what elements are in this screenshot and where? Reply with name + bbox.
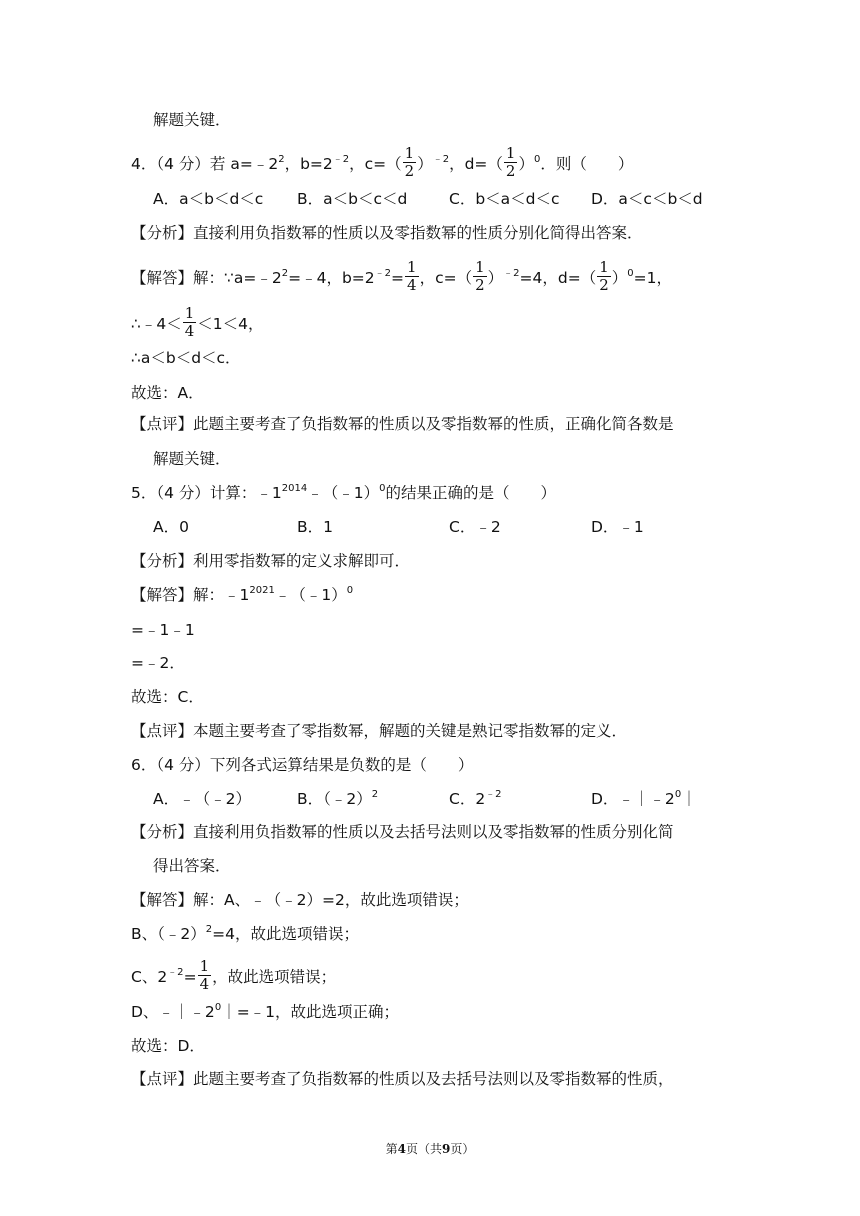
fraction: $\frac{1}{2}$ <box>404 144 415 180</box>
q4-analysis: 【分析】直接利用负指数幂的性质以及零指数幂的性质分别化简得出答案． <box>131 224 643 242</box>
q5-solution-line3: =﹣2． <box>131 654 185 672</box>
q4-solution-line3: ∴a＜b＜d＜c． <box>131 349 241 367</box>
q6-answer: 故选：D． <box>131 1037 205 1055</box>
q5-solution-line2: =﹣1﹣1 <box>131 621 195 639</box>
q6-option-a: A．﹣（﹣2） <box>153 790 251 808</box>
q5-stem: 5．（4 分）计算：$﹣1^{2014}﹣(﹣1)^0$的结果正确的是（ ） <box>131 483 556 502</box>
q6-analysis-line2: 得出答案． <box>153 857 231 875</box>
q4-answer: 故选：A． <box>131 384 204 402</box>
page-footer: 第4页（共9页） <box>385 1142 475 1156</box>
q4-option-b: B．a＜b＜c＜d <box>297 190 408 208</box>
q6-solution-d: D、$﹣|﹣2^0|=﹣1$，故此选项正确； <box>131 1002 400 1021</box>
q6-solution-c: C、$2^{﹣2}=$ $\frac{1}{4}$ ，故此选项错误； <box>131 957 337 993</box>
q6-stem: 6．（4 分）下列各式运算结果是负数的是（ ） <box>131 756 474 774</box>
q6-option-b: B．（﹣2）$^2$ <box>297 789 379 808</box>
fraction: $\frac{1}{2}$ <box>505 144 516 180</box>
q4-comment-line1: 【点评】此题主要考查了负指数幂的性质以及零指数幂的性质，正确化简各数是 <box>131 415 674 433</box>
q4-solution-line1: 【解答】解：$\because a=﹣2^2=﹣4$，$b=2^{﹣2}=$ $\frac{1}{4}$ ，c=（ $\frac{1}{2}$ ）$^{﹣2}$=4，d=（ $\frac{1}{2}$ ）$^0$=1， <box>131 258 672 294</box>
page-total: 9 <box>442 1142 451 1156</box>
q5-answer: 故选：C． <box>131 688 204 706</box>
q4-comment-line2: 解题关键． <box>153 450 231 468</box>
q5-solution-line1: 【解答】解：$﹣1^{2021}﹣(﹣1)^0$ <box>131 585 354 604</box>
fraction: $\frac{1}{2}$ <box>599 258 609 294</box>
fraction: $\frac{1}{4}$ <box>407 258 417 294</box>
q5-option-d: D．﹣1 <box>591 518 644 536</box>
fraction: $\frac{1}{4}$ <box>199 957 210 993</box>
q6-comment: 【点评】此题主要考查了负指数幂的性质以及去括号法则以及零指数幂的性质， <box>131 1070 674 1088</box>
q4-solution-line2: ∴﹣4＜ $\frac{1}{4}$ ＜1＜4， <box>131 304 264 340</box>
q5-option-a: A．0 <box>153 518 189 536</box>
fraction: $\frac{1}{4}$ <box>184 304 195 340</box>
q6-option-c: C．$2^{﹣2}$ <box>449 789 502 808</box>
q4-option-a: A．a＜b＜d＜c <box>153 190 264 208</box>
q6-analysis-line1: 【分析】直接利用负指数幂的性质以及去括号法则以及零指数幂的性质分别化简 <box>131 823 674 841</box>
q5-option-b: B．1 <box>297 518 333 536</box>
q5-option-c: C．﹣2 <box>449 518 501 536</box>
carryover-line: 解题关键． <box>153 111 231 129</box>
q5-comment: 【点评】本题主要考查了零指数幂，解题的关键是熟记零指数幂的定义． <box>131 722 628 740</box>
q6-option-d: D．$﹣|﹣2^0|$ <box>591 789 697 808</box>
page-number: 4 <box>397 1142 406 1156</box>
q4-option-c: C．b＜a＜d＜c <box>449 190 560 208</box>
q5-analysis: 【分析】利用零指数幂的定义求解即可． <box>131 552 411 570</box>
q6-solution-a: 【解答】解：A、﹣（﹣2）=2，故此选项错误； <box>131 891 469 909</box>
q6-solution-b: B、（﹣2）$^2$=4，故此选项错误； <box>131 924 359 943</box>
fraction: $\frac{1}{2}$ <box>475 258 485 294</box>
q4-stem: 4．（4 分）若 $a=﹣2^2$，$b=2^{﹣2}$，c=（ $\frac{1}{2}$ ）$^{﹣2}$，d=（ $\frac{1}{2}$ ）$^0$．则（ ） <box>131 144 634 180</box>
q4-option-d: D．a＜c＜b＜d <box>591 190 703 208</box>
